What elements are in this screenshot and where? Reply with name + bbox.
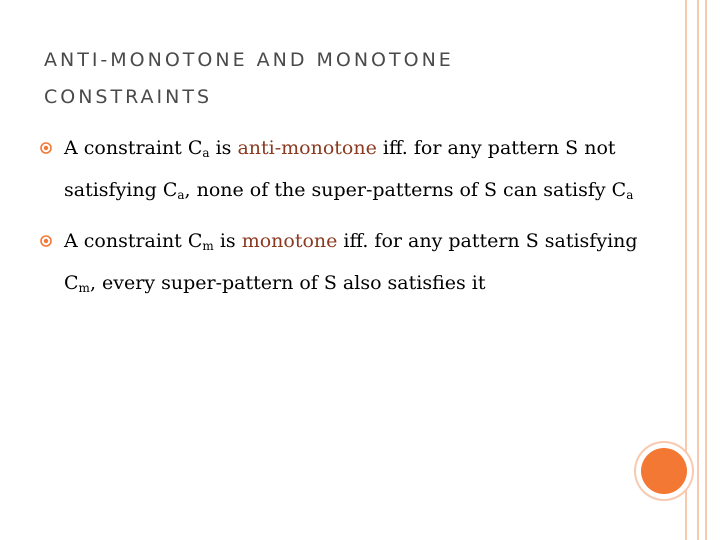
subscript: a: [177, 188, 185, 202]
bullet-text: , every super-pattern of S also satisfies it: [89, 272, 486, 294]
bullet-list: [40, 130, 660, 316]
bullet-text: is: [209, 137, 238, 159]
keyword-monotone: monotone: [241, 230, 338, 252]
bullet-item-anti-monotone: [40, 130, 660, 214]
subscript: a: [626, 188, 634, 202]
bullet-item-monotone: [40, 223, 660, 307]
frame-line: [705, 0, 707, 540]
subscript: a: [202, 146, 210, 160]
keyword-anti-monotone: anti-monotone: [237, 137, 377, 159]
title-line-2: CONSTRAINTS: [44, 86, 213, 108]
frame-line: [697, 0, 699, 540]
target-bullet-icon: [40, 235, 52, 247]
slide-title: [44, 42, 604, 116]
bullet-text: A constraint C: [64, 230, 203, 252]
bullet-text: iff. for any pattern S satisfying C: [64, 230, 638, 294]
frame-line: [685, 0, 687, 540]
title-line-1: ANTI-MONOTONE AND MONOTONE: [44, 49, 454, 71]
bullet-text: iff. for any pattern S not satisfying C: [64, 137, 616, 201]
subscript: m: [78, 281, 90, 295]
decorative-circle: [641, 448, 687, 494]
subscript: m: [202, 239, 214, 253]
bullet-text: A constraint C: [64, 137, 203, 159]
bullet-text: is: [213, 230, 242, 252]
bullet-text: , none of the super-patterns of S can satisfy C: [184, 179, 627, 201]
target-bullet-icon: [40, 142, 52, 154]
